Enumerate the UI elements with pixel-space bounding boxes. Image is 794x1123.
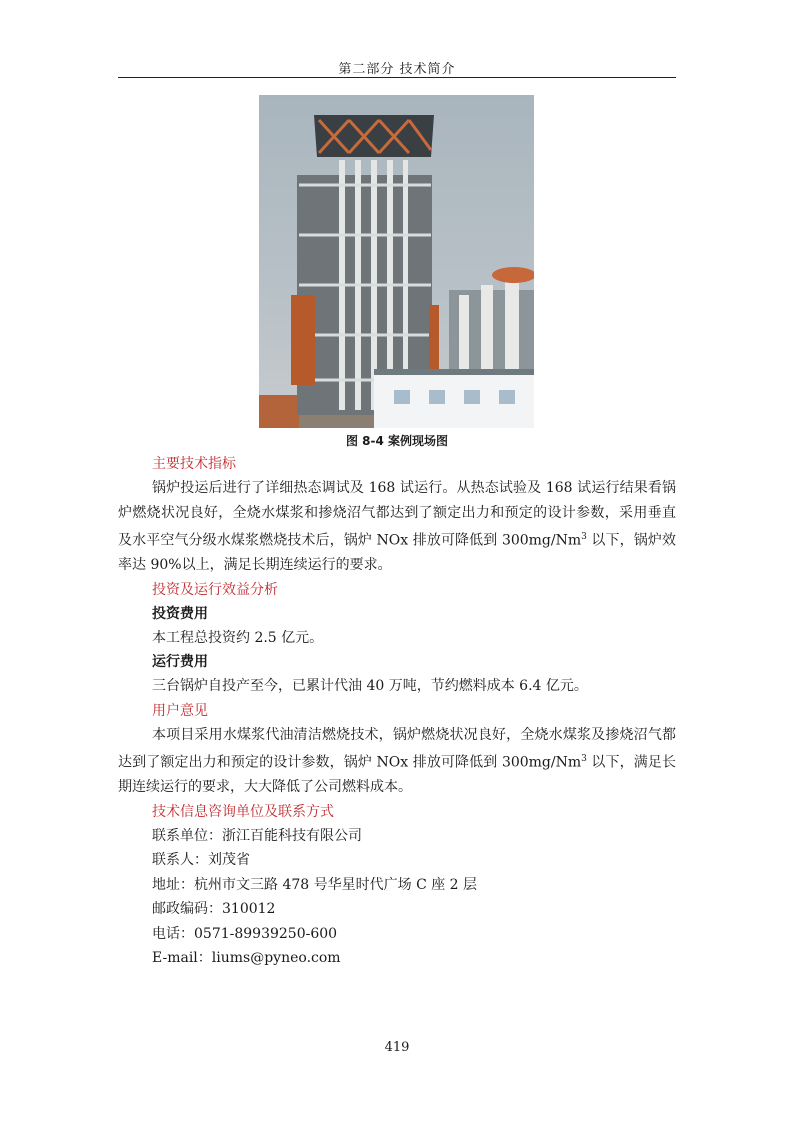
user-feedback-heading: 用户意见 — [152, 702, 208, 719]
investment-cost-text: 本工程总投资约 2.5 亿元。 — [152, 629, 324, 646]
page-header: 第二部分 技术简介 — [338, 62, 456, 77]
investment-heading: 投资及运行效益分析 — [152, 581, 278, 598]
contact-person: 联系人：刘茂省 — [152, 852, 250, 869]
operating-cost-subheading: 运行费用 — [152, 654, 208, 671]
case-site-photo — [259, 95, 534, 428]
contact-unit: 联系单位：浙江百能科技有限公司 — [152, 827, 362, 844]
user-feedback-text-a: 本项目采用水煤浆代油清洁燃烧技术，锅炉燃烧状况良好，全烧水煤浆及掺烧沼气都达到了额定出力和预定的设计参数，锅炉 NOx 排放可降低到 300mg/Nm — [118, 726, 676, 771]
figure-caption: 图 8-4 案例现场图 — [345, 434, 449, 448]
user-feedback-paragraph — [118, 723, 676, 800]
main-indicators-text-a: 锅炉投运后进行了详细热态调试及 168 试运行。从热态试验及 168 试运行结果看锅炉燃烧状况良好，全烧水煤浆和掺烧沼气都达到了额定出力和预定的设计参数，采用垂直及水平空气分级水煤浆燃烧技术后，锅炉 NOx 排放可降低到 300mg/Nm — [118, 480, 676, 549]
page-number: 419 — [384, 1040, 410, 1055]
investment-cost-subheading: 投资费用 — [152, 605, 208, 622]
contact-address: 地址：杭州市文三路 478 号华星时代广场 C 座 2 层 — [152, 876, 478, 893]
header-rule — [118, 77, 676, 78]
main-indicators-paragraph — [118, 476, 676, 578]
operating-cost-text: 三台锅炉自投产至今，已累计代油 40 万吨，节约燃料成本 6.4 亿元。 — [152, 678, 588, 695]
contact-email: E-mail：liums@pyneo.com — [152, 950, 341, 967]
superscript-3: 3 — [581, 532, 587, 542]
main-indicators-heading: 主要技术指标 — [152, 456, 236, 472]
contact-phone: 电话：0571-89939250-600 — [152, 925, 338, 942]
main-indicators-text-b: 以下，锅炉效率达 90%以上，满足长期连续运行的要求。 — [118, 532, 676, 574]
main-content — [118, 452, 676, 971]
user-feedback-text-b: 以下，满足长期连续运行的要求，大大降低了公司燃料成本。 — [118, 754, 676, 796]
contact-heading: 技术信息咨询单位及联系方式 — [152, 803, 334, 820]
superscript-3: 3 — [581, 754, 587, 765]
contact-postcode: 邮政编码：310012 — [152, 901, 276, 918]
